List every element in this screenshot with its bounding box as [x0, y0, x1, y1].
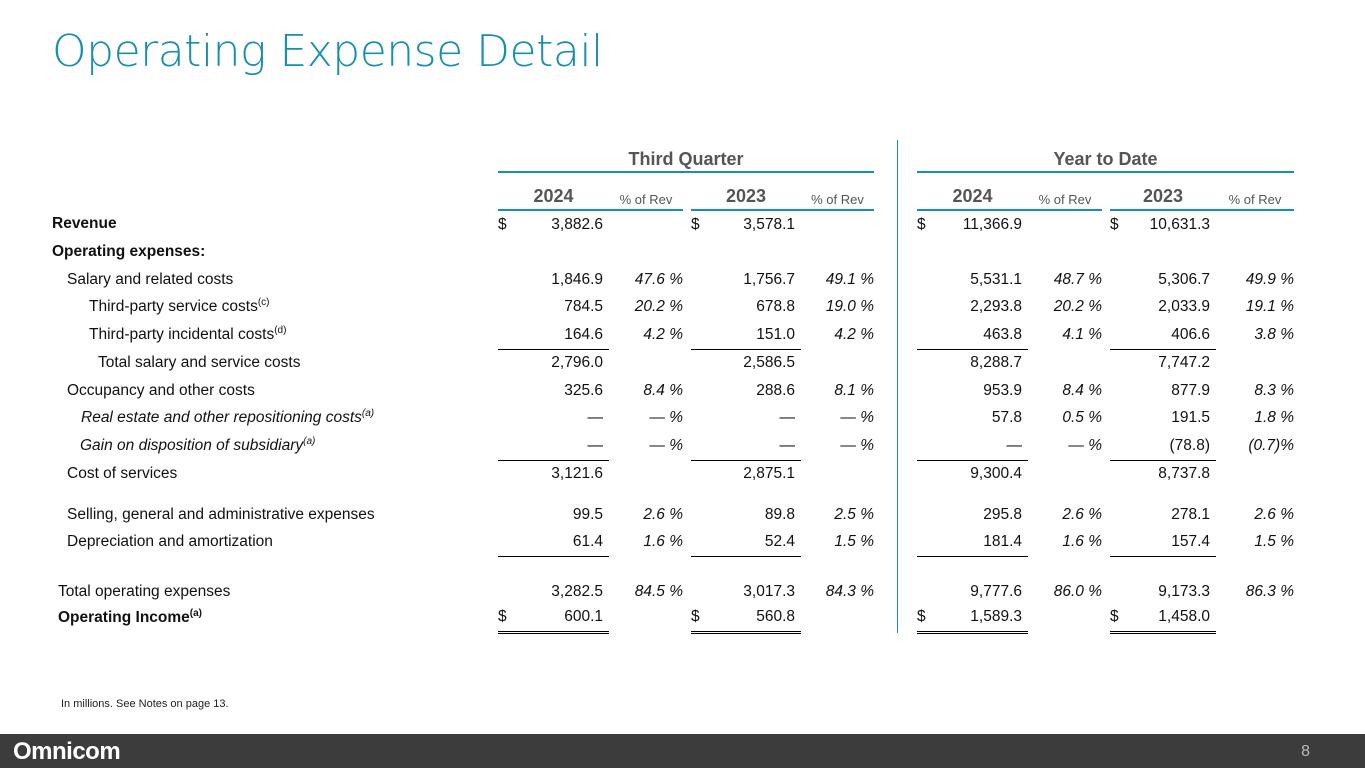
- pct-ytd-2024: 4.1 %: [1062, 326, 1102, 343]
- table-row-sga: [52, 488, 1294, 528]
- row-label: Depreciation and amortization: [67, 533, 273, 550]
- pct-ytd-2023: 49.9 %: [1245, 270, 1294, 288]
- footnote-marker: (d): [274, 324, 287, 336]
- pct-q-2024: 1.6 %: [643, 533, 683, 550]
- table-row-real-estate: [52, 405, 1294, 433]
- page-title: Operating Expense Detail: [52, 26, 603, 77]
- pct-ytd-2024: 8.4 %: [1062, 381, 1102, 399]
- pct-q-2023: 49.1 %: [825, 270, 874, 288]
- value-q-2024: 3,121.6: [551, 465, 603, 483]
- pct-ytd-2024: 0.5 %: [1062, 409, 1102, 427]
- value-ytd-2024: 953.9: [983, 381, 1022, 399]
- table-row-occupancy: [52, 377, 1294, 405]
- currency-sign: $: [1110, 215, 1119, 233]
- value-ytd-2023: 2,033.9: [1158, 298, 1210, 316]
- value-ytd-2023: 877.9: [1171, 381, 1210, 399]
- pct-q-2023: 19.0 %: [825, 298, 874, 316]
- pct-q-2023: 1.5 %: [834, 533, 874, 550]
- row-label: Selling, general and administrative expenses: [67, 506, 375, 523]
- header-group-row: [52, 140, 1294, 172]
- pct-ytd-2023: 19.1 %: [1245, 298, 1294, 316]
- value-q-2024: 1,846.9: [551, 270, 603, 288]
- table-row-gain-disposition: [52, 432, 1294, 460]
- footnote-marker: (a): [303, 435, 316, 447]
- value-q-2023: 89.8: [764, 506, 795, 523]
- row-label: Real estate and other repositioning costs: [81, 409, 362, 427]
- value-q-2024: 784.5: [564, 298, 603, 316]
- value-ytd-2023: 191.5: [1171, 409, 1210, 427]
- footnote-marker: (a): [189, 607, 203, 619]
- value-q-2023: 288.6: [756, 381, 795, 399]
- currency-sign: $: [691, 215, 700, 233]
- currency-sign: $: [498, 215, 507, 233]
- header-q-2024: 2024: [498, 172, 609, 210]
- pct-q-2023: — %: [840, 409, 874, 427]
- header-q-2023-pct: % of Rev: [801, 172, 874, 210]
- pct-q-2024: 4.2 %: [643, 326, 683, 343]
- value-ytd-2024: 1,589.3: [970, 608, 1022, 626]
- header-q-2024-pct: % of Rev: [609, 172, 683, 210]
- value-q-2024: 3,882.6: [551, 215, 603, 233]
- pct-ytd-2024: 48.7 %: [1053, 270, 1102, 288]
- pct-ytd-2023: 3.8 %: [1254, 326, 1294, 343]
- table-row-total-opex: [52, 556, 1294, 604]
- value-ytd-2024: 8,288.7: [970, 354, 1022, 372]
- value-ytd-2023: 7,747.2: [1158, 354, 1210, 372]
- row-label: Total salary and service costs: [98, 354, 301, 371]
- value-q-2024: —: [498, 432, 609, 460]
- value-ytd-2024: 9,777.6: [970, 582, 1022, 600]
- value-ytd-2024: 463.8: [917, 321, 1028, 349]
- value-ytd-2024: 5,531.1: [970, 270, 1022, 288]
- pct-q-2024: 8.4 %: [643, 381, 683, 399]
- value-q-2024: —: [587, 409, 603, 427]
- pct-q-2024: — %: [649, 437, 683, 454]
- value-ytd-2024: 2,293.8: [970, 298, 1022, 316]
- value-q-2023: 3,578.1: [743, 215, 795, 233]
- value-ytd-2023: 157.4: [1110, 528, 1216, 556]
- header-q-2023: 2023: [691, 172, 801, 210]
- table-row-cost-of-services: [52, 460, 1294, 488]
- pct-q-2024: — %: [649, 409, 683, 427]
- pct-ytd-2024: 20.2 %: [1053, 298, 1102, 316]
- table-row-operating-income: [52, 604, 1294, 633]
- pct-ytd-2023: 86.3 %: [1245, 582, 1294, 600]
- pct-ytd-2023: 8.3 %: [1254, 381, 1294, 399]
- row-label: Cost of services: [67, 465, 178, 482]
- currency-sign: $: [917, 608, 926, 626]
- value-q-2023: 3,017.3: [743, 582, 795, 600]
- value-ytd-2023: 5,306.7: [1158, 270, 1210, 288]
- currency-sign: $: [917, 215, 926, 233]
- value-q-2024: 3,282.5: [551, 582, 603, 600]
- pct-ytd-2024: 1.6 %: [1062, 533, 1102, 550]
- value-q-2023: 560.8: [756, 608, 795, 626]
- value-ytd-2024: 9,300.4: [970, 465, 1022, 483]
- row-label: Occupancy and other costs: [67, 381, 255, 399]
- table-row-opex-header: [52, 239, 1294, 267]
- pct-ytd-2024: 2.6 %: [1062, 506, 1102, 523]
- value-ytd-2023: 9,173.3: [1158, 582, 1210, 600]
- row-label: Operating Income: [58, 609, 190, 626]
- row-label: Third-party incidental costs: [89, 326, 275, 343]
- header-ytd-2024-pct: % of Rev: [1028, 172, 1102, 210]
- table-row-depreciation: [52, 528, 1294, 556]
- pct-q-2023: 4.2 %: [834, 326, 874, 343]
- value-ytd-2023: 1,458.0: [1158, 608, 1210, 626]
- header-year-to-date: Year to Date: [917, 140, 1294, 172]
- header-third-quarter: Third Quarter: [498, 140, 874, 172]
- value-q-2024: 61.4: [498, 528, 609, 556]
- pct-ytd-2023: 2.6 %: [1254, 506, 1294, 523]
- currency-sign: $: [1110, 608, 1119, 626]
- value-q-2023: 52.4: [691, 528, 801, 556]
- pct-q-2024: 2.6 %: [643, 506, 683, 523]
- value-ytd-2023: 10,631.3: [1149, 215, 1210, 233]
- pct-ytd-2023: 1.8 %: [1254, 409, 1294, 427]
- footnote-marker: (a): [361, 408, 375, 420]
- pct-ytd-2024: — %: [1068, 437, 1102, 454]
- row-label: Gain on disposition of subsidiary: [80, 437, 304, 454]
- value-ytd-2023: 406.6: [1110, 321, 1216, 349]
- row-label: Operating expenses:: [52, 243, 206, 261]
- pct-q-2023: 8.1 %: [834, 381, 874, 399]
- pct-ytd-2023: 1.5 %: [1254, 533, 1294, 550]
- table-row-third-party-service: [52, 294, 1294, 322]
- value-q-2023: 2,875.1: [743, 465, 795, 483]
- row-label: Revenue: [52, 215, 117, 233]
- footer-bar: [0, 734, 1365, 768]
- currency-sign: $: [498, 608, 507, 626]
- pct-q-2024: 84.5 %: [634, 582, 683, 600]
- row-label: Total operating expenses: [58, 582, 231, 600]
- value-ytd-2024: —: [917, 432, 1028, 460]
- pct-ytd-2024: 86.0 %: [1053, 582, 1102, 600]
- value-ytd-2023: 278.1: [1171, 506, 1210, 523]
- header-ytd-2023: 2023: [1110, 172, 1216, 210]
- value-q-2023: —: [779, 409, 795, 427]
- currency-sign: $: [691, 608, 700, 626]
- pct-q-2024: 20.2 %: [634, 298, 683, 316]
- row-label: Salary and related costs: [67, 270, 234, 288]
- footnote-text: In millions. See Notes on page 13.: [61, 698, 229, 710]
- footnote-marker: (c): [257, 297, 270, 309]
- pct-q-2023: 84.3 %: [825, 582, 874, 600]
- value-q-2023: 678.8: [756, 298, 795, 316]
- value-q-2024: 164.6: [498, 321, 609, 349]
- value-ytd-2023: 8,737.8: [1158, 465, 1210, 483]
- value-q-2024: 99.5: [572, 506, 603, 523]
- header-ytd-2024: 2024: [917, 172, 1028, 210]
- pct-ytd-2023: (0.7)%: [1248, 437, 1294, 454]
- pct-q-2023: 2.5 %: [834, 506, 874, 523]
- table-row-total-salary-service: [52, 349, 1294, 377]
- pct-q-2024: 47.6 %: [634, 270, 683, 288]
- header-year-row: [52, 172, 1294, 210]
- omnicom-logo: Omnicom: [13, 738, 121, 765]
- table-row-salary: [52, 266, 1294, 294]
- header-ytd-2023-pct: % of Rev: [1216, 172, 1294, 210]
- row-label: Third-party service costs: [89, 298, 258, 316]
- value-q-2023: —: [691, 432, 801, 460]
- value-q-2024: 2,796.0: [551, 354, 603, 372]
- value-ytd-2024: 295.8: [983, 506, 1022, 523]
- value-q-2024: 600.1: [564, 608, 603, 626]
- operating-expense-table: [52, 140, 1294, 634]
- value-ytd-2024: 57.8: [991, 409, 1022, 427]
- value-q-2024: 325.6: [564, 381, 603, 399]
- pct-q-2023: — %: [840, 437, 874, 454]
- table-row-revenue: [52, 210, 1294, 239]
- value-ytd-2023: (78.8): [1110, 432, 1216, 460]
- value-ytd-2024: 11,366.9: [962, 215, 1022, 233]
- table-row-third-party-incidental: [52, 321, 1294, 349]
- value-ytd-2024: 181.4: [917, 528, 1028, 556]
- value-q-2023: 151.0: [691, 321, 801, 349]
- value-q-2023: 1,756.7: [743, 270, 795, 288]
- value-q-2023: 2,586.5: [743, 354, 795, 372]
- page-number: 8: [1301, 743, 1310, 760]
